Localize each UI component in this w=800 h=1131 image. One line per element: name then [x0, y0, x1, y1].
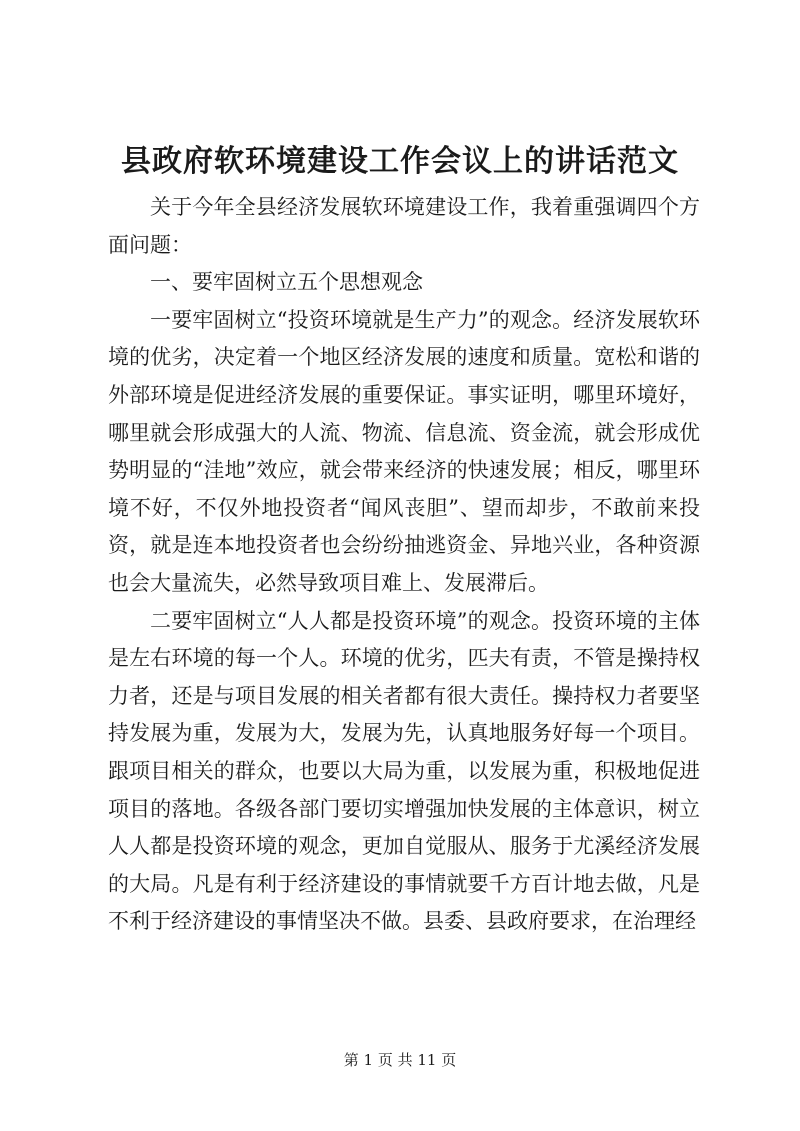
paragraph-point-one: 一要牢固树立“投资环境就是生产力”的观念。经济发展软环境的优劣，决定着一个地区经济发展的速度和质量。宽松和谐的外部环境是促进经济发展的重要保证。事实证明，哪里环境好，哪里就会形成强大的人流、物流、信息流、资金流，就会形成优势明显的“洼地”效应，就会带来经济的快速发展；相反，哪里环境不好，不仅外地投资者“闻风丧胆”、望而却步，不敢前来投资，就是连本地投资者也会纷纷抽逃资金、异地兴业，各种资源也会大量流失，必然导致项目难上、发展滞后。 — [108, 307, 700, 595]
document-body — [108, 189, 700, 941]
paragraph-section-heading: 一、要牢固树立五个思想观念 — [150, 270, 423, 295]
paragraph-intro: 关于今年全县经济发展软环境建设工作，我着重强调四个方面问题： — [108, 195, 700, 257]
paragraph-point-two: 二要牢固树立“人人都是投资环境”的观念。投资环境的主体是左右环境的每一个人。环境的优劣，匹夫有责，不管是操持权力者，还是与项目发展的相关者都有很大责任。操持权力者要坚持发展为重，发展为大，发展为先，认真地服务好每一个项目。跟项目相关的群众，也要以大局为重，以发展为重，积极地促进项目的落地。各级各部门要切实增强加快发展的主体意识，树立人人都是投资环境的观念，更加自觉服从、服务于尤溪经济发展的大局。凡是有利于经济建设的事情就要千方百计地去做，凡是不利于经济建设的事情坚决不做。县委、县政府要求，在治理经 — [108, 608, 700, 934]
page-number-footer: 第 1 页 共 11 页 — [343, 1051, 457, 1069]
document-title: 县政府软环境建设工作会议上的讲话范文 — [121, 144, 679, 179]
